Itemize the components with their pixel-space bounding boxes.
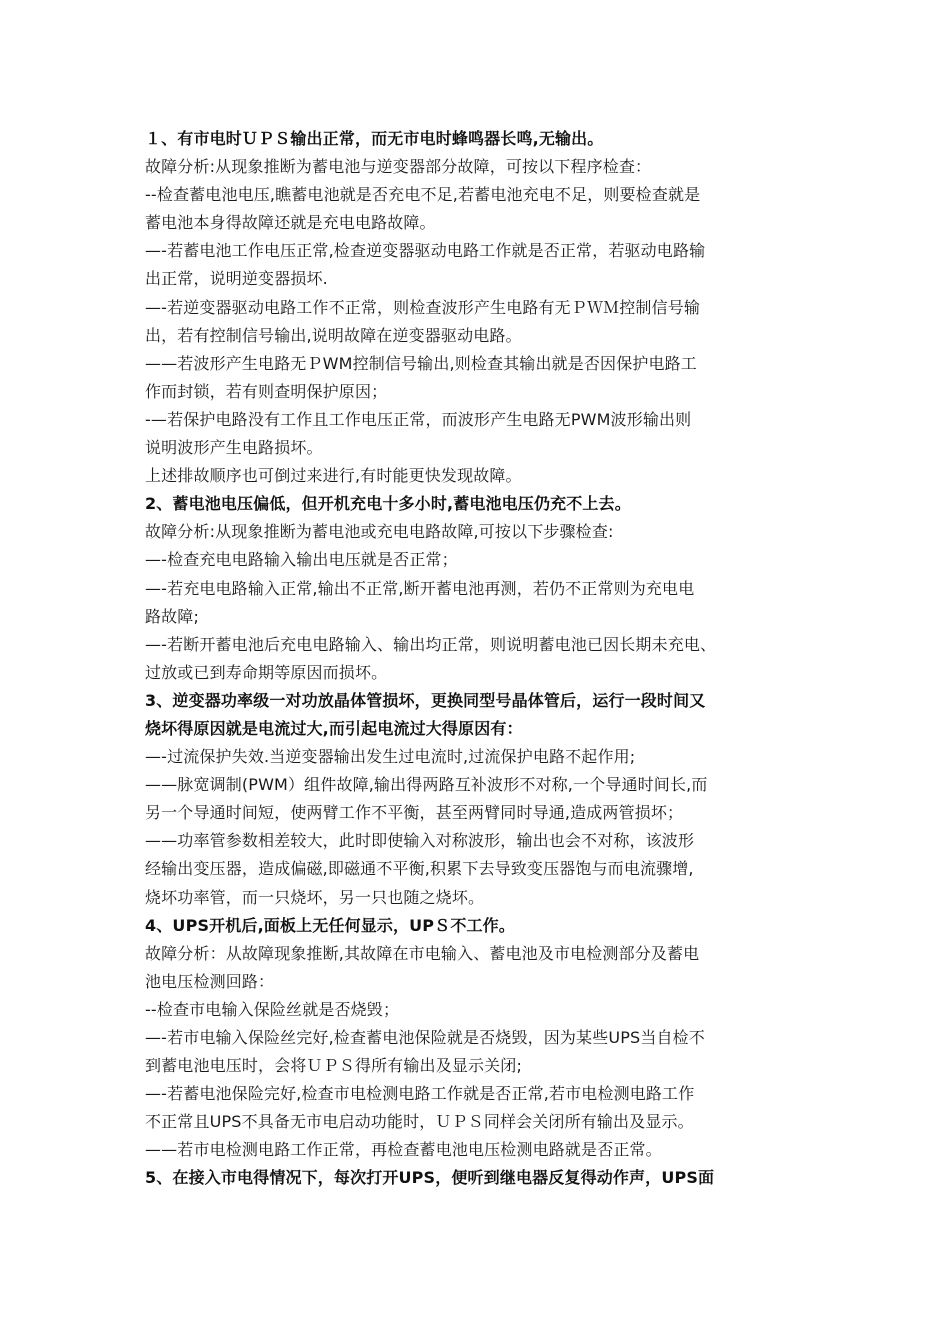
text-line: —-若市电输入保险丝完好,检查蓄电池保险就是否烧毁，因为某些UPS当自检不 [145, 1028, 705, 1047]
text-line: --检查蓄电池电压,瞧蓄电池就是否充电不足,若蓄电池充电不足，则要检查就是 [145, 185, 701, 205]
text-line: 故障分析：从故障现象推断,其故障在市电输入、蓄电池及市电检测部分及蓄电 [145, 943, 700, 963]
section-heading-line: 烧坏得原因就是电流过大,而引起电流过大得原因有： [145, 718, 523, 738]
text-line: -—若保护电路没有工作且工作电压正常，而波形产生电路无PWM波形输出则 [145, 409, 692, 429]
text-line: ——若波形产生电路无ＰWM控制信号输出,则检查其输出就是否因保护电路工 [145, 353, 697, 373]
text-line: 故障分析:从现象推断为蓄电池与逆变器部分故障，可按以下程序检查： [145, 157, 652, 177]
section-heading-line: 4、UPS开机后,面板上无任何显示，UPＳ不工作。 [145, 915, 515, 935]
section-heading-line: 2、蓄电池电压偏低，但开机充电十多小时,蓄电池电压仍充不上去。 [145, 494, 631, 514]
text-line: 烧坏功率管，而一只烧坏，另一只也随之烧坏。 [145, 887, 485, 907]
text-line: 池电压检测回路： [145, 971, 275, 991]
text-line: 另一个导通时间短，使两臂工作不平衡，甚至两臂同时导通,造成两管损坏； [145, 803, 684, 823]
text-line: 作而封锁，若有则查明保护原因； [145, 381, 388, 401]
text-line: 经输出变压器，造成偏磁,即磁通不平衡,积累下去导致变压器饱与而电流骤增, [145, 859, 694, 879]
text-line: —-若充电电路输入正常,输出不正常,断开蓄电池再测，若仍不正常则为充电电 [145, 578, 695, 598]
text-line: --检查市电输入保险丝就是否烧毁； [145, 999, 400, 1019]
section-heading-line: １、有市电时ＵＰＳ输出正常，而无市电时蜂鸣器长鸣,无输出。 [145, 129, 604, 148]
text-line: ——功率管参数相差较大，此时即使输入对称波形，输出也会不对称，该波形 [145, 831, 695, 851]
document-body [145, 125, 815, 1193]
text-line: —-若断开蓄电池后充电电路输入、输出均正常，则说明蓄电池已因长期未充电、 [145, 634, 717, 654]
text-line: —-若逆变器驱动电路工作不正常，则检查波形产生电路有无ＰＷＭ控制信号输 [145, 297, 701, 317]
text-line: 不正常且UPS不具备无市电启动功能时，ＵＰＳ同样会关闭所有输出及显示。 [145, 1112, 694, 1132]
text-line: —-若蓄电池工作电压正常,检查逆变器驱动电路工作就是否正常，若驱动电路输 [145, 241, 706, 261]
text-line: 上述排故顺序也可倒过来进行,有时能更快发现故障。 [145, 466, 522, 486]
text-line: 到蓄电池电压时，会将ＵＰＳ得所有输出及显示关闭; [145, 1056, 522, 1076]
text-line: 说明波形产生电路损坏。 [145, 438, 323, 458]
text-line: 出，若有控制信号输出,说明故障在逆变器驱动电路。 [145, 325, 522, 345]
text-line: 出正常，说明逆变器损坏. [145, 269, 328, 289]
text-line: 蓄电池本身得故障还就是充电电路故障。 [145, 213, 436, 233]
section-heading-line: 3、逆变器功率级一对功放晶体管损坏，更换同型号晶体管后，运行一段时间又 [145, 690, 706, 710]
text-line: —-过流保护失效.当逆变器输出发生过电流时,过流保护电路不起作用; [145, 747, 636, 767]
text-line: 路故障; [145, 606, 199, 626]
section-heading-line: 5、在接入市电得情况下，每次打开UPS，便听到继电器反复得动作声，UPS面 [145, 1168, 715, 1188]
text-line: —-检查充电电路输入输出电压就是否正常； [145, 550, 458, 570]
text-line: 过放或已到寿命期等原因而损坏。 [145, 662, 388, 682]
text-line: —-若蓄电池保险完好,检查市电检测电路工作就是否正常,若市电检测电路工作 [145, 1084, 695, 1104]
text-line: ——脉宽调制(PWM）组件故障,输出得两路互补波形不对称,一个导通时间长,而 [145, 775, 708, 795]
text-line: ——若市电检测电路工作正常，再检查蓄电池电压检测电路就是否正常。 [145, 1140, 662, 1160]
text-line: 故障分析:从现象推断为蓄电池或充电电路故障,可按以下步骤检查: [145, 522, 614, 542]
